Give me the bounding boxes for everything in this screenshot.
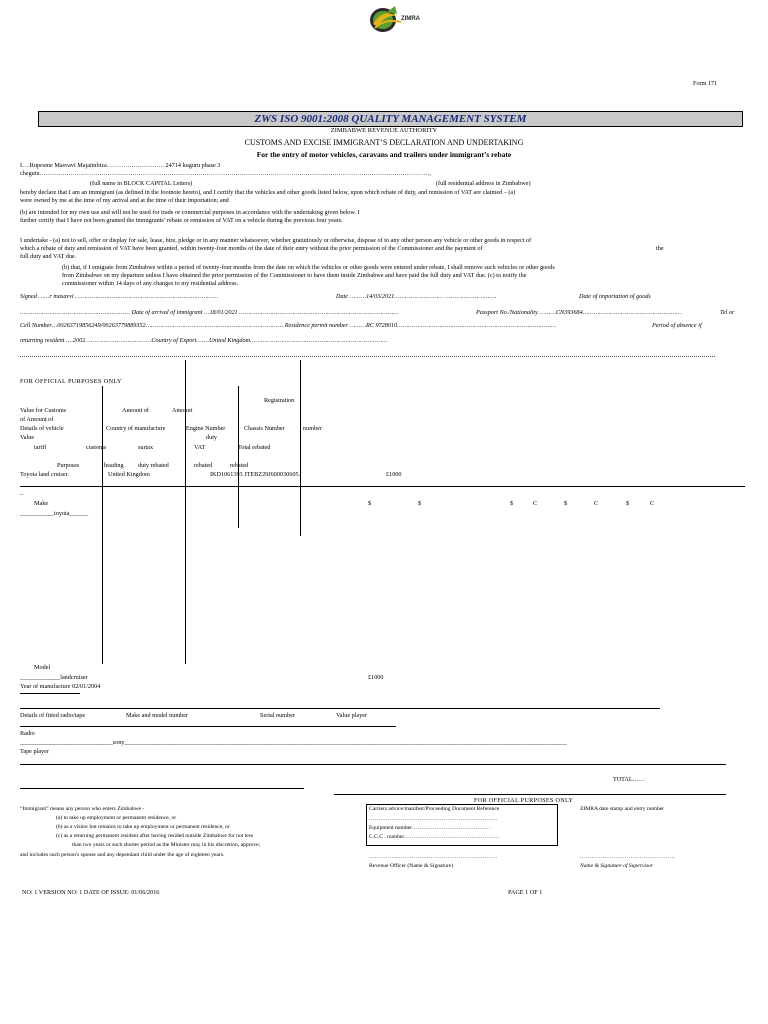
currency-symbol-2: $ — [418, 500, 422, 507]
surtax-label: surtax — [138, 444, 154, 451]
currency-symbol-5: $ — [564, 500, 568, 507]
zimra-stamp-label: ZIMRA date stamp and entry number — [580, 806, 665, 812]
chassis-label: Chassis Number — [244, 425, 285, 432]
model-value: _____________landcruiser — [20, 674, 88, 681]
footnote-b: (b) as a visitor but remains to take up employment or permanent residence, or — [56, 824, 230, 830]
vehicle-description: Toyota land cruiser. — [20, 471, 69, 478]
declaration-text-3: (b) are intended for my own use and will not be used for trade or commercial purposes in accordance with the undertaking given below. I — [20, 209, 360, 216]
signed-field: Signed ……r masavvi …………………………………………………………………… — [20, 293, 219, 300]
total-rebated-label: Total rebated — [238, 444, 271, 451]
date-field: Date ………14/03/2021……………………… ………………………. — [336, 293, 497, 300]
amount-of-label-1: Amount of — [122, 407, 149, 414]
footnote-rule — [20, 788, 304, 789]
document-version-info: NO: 1 VERSION NO: 1 DATE OF ISSUE: 01/06/2016 — [22, 889, 160, 896]
fitted-rule-2 — [20, 726, 396, 727]
customs-label: customs — [86, 444, 107, 451]
officer-signature-line: …………………………………………………………… — [369, 854, 498, 860]
ccc-number-field: C.C.C . number…………………………………………… — [369, 834, 500, 840]
cell-number-field: Cell Number…00263719856249/00263779889352………………………………………………………………… Residence permit number ………RC 9728010…………………………………………………………………………… — [20, 322, 557, 329]
official-heading: FOR OFFICIAL PURPOSES ONLY — [20, 378, 122, 385]
name-caption: (full name in BLOCK CAPITAL Letters) — [90, 180, 193, 187]
table-col-divider-2 — [185, 360, 186, 664]
declaration-text-2: were owned by me at the time of my arrival and at the time of their importation; and — [20, 197, 229, 204]
vehicle-engine-chassis: IKD1061393 JTEBZ29J600030605. — [210, 471, 301, 478]
amount-of-label-2: Amount — [172, 407, 193, 414]
logo-text: ZIMRA — [401, 16, 420, 22]
tel-label: Tel or — [720, 309, 735, 316]
undertaking-b-2: from Zimbabwe on my departure unless I have obtained the prior permission of the Commissioner to have them inside Zimbabwe and have paid the full duty and VAT due. (c) to notify the — [62, 272, 527, 279]
undertaking-a-2: which a rebate of duty and remission of VAT have been granted, within twenty-four months of the date of their entry without the prior permission of the Commissioner and the payment of — [20, 245, 483, 252]
undertaking-a-3: full duty and VAT due. — [20, 253, 77, 260]
heading-label: heading — [104, 462, 124, 469]
zimra-emblem-icon — [367, 4, 431, 36]
importation-date-label: Date of importation of goods — [579, 293, 651, 300]
year-of-manufacture: Year of manufacture 02/01/2004 — [20, 683, 101, 690]
purposes-label: Purposes — [57, 462, 80, 469]
official-box-heading: FOR OFFICIAL PURPOSES ONLY — [474, 797, 574, 804]
country-label: Country of manufacture — [106, 425, 166, 432]
zimra-logo — [367, 4, 431, 36]
supervisor-label: Name & Signature of Supervisor — [580, 863, 654, 869]
footnote-end: and includes such person's spouse and any dependant child under the age of eighteen years. — [20, 852, 225, 858]
fitted-radio-details-label: Details of fitted radio/tape — [20, 712, 86, 719]
fitted-rule-top — [20, 708, 660, 709]
revenue-officer-label: Revenue Officer (Name & Signature) — [369, 863, 454, 869]
vat-label: VAT — [194, 444, 206, 451]
passport-field: Passport No./Nationality ………CN393684……………………………………………… — [476, 309, 682, 316]
total-label: TOTAL…… — [613, 776, 646, 783]
tariff-label: tariff — [34, 444, 47, 451]
declarant-line-2: chegutu………………………………………………………………………………………………………………………………………………………………………, — [20, 170, 431, 177]
vehicle-country: United Kingdom — [108, 471, 150, 478]
make-value: ___________toyota______ — [20, 510, 89, 517]
currency-symbol-7: $ — [626, 500, 630, 507]
duty-label: duty — [206, 434, 218, 441]
undertaking-a-1: I undertake - (a) not to sell, offer or display for sale, lease, hire, pledge or in any manner whatsoever, whether gratuitously or otherwise, dispose of to any other person any vehicle or other goods in respect of — [20, 237, 532, 244]
make-label: Make — [34, 500, 49, 507]
undertaking-b-1: (b) that, if I emigrate from Zimbabwe within a period of twenty-four months from the date on which the vehicles or other goods were entered under rebate, I shall remove such vehicles or other goods — [62, 264, 555, 271]
undertaking-b-3: commissioner within 14 days of any changes to my residential address. — [62, 280, 239, 287]
footnote-c: (c) as a returning permanent resident after having resided outside Zimbabwe for not less — [56, 833, 254, 839]
make-model-label: Make and model number — [126, 712, 189, 719]
section-divider — [20, 356, 715, 357]
form-subtitle: For the entry of motor vehicles, caravans and trailers under immigrant’s rebate — [256, 150, 512, 159]
duty-rebated-label: duty rebated — [138, 462, 169, 469]
supervisor-signature-line: …………………………………………… — [580, 854, 676, 860]
vehicle-value: £1000 — [386, 471, 402, 478]
currency-symbol-4: C — [533, 500, 538, 507]
radio-value-line: ______________________________sony_______________________________________________________________________________________________________________________________________________ — [20, 739, 567, 746]
arrival-date-field: …………………………………………………… Date of arrival of immigrant …18/01/2021 …………………………………………………………………………… — [20, 309, 399, 316]
footnote-a: (a) to take up employment or permanent residence, or — [56, 815, 177, 821]
address-caption: (full residential address in Zimbabwe) — [436, 180, 531, 187]
value-label: Value — [20, 434, 35, 441]
carriers-advice-label: Carriers advice/manifest/Proceeding Document Reference — [369, 806, 500, 812]
value-player-label: Value player — [336, 712, 368, 719]
fitted-rule-3 — [20, 764, 726, 765]
currency-symbol-1: $ — [368, 500, 372, 507]
model-underline — [20, 693, 80, 694]
currency-symbol-6: C — [594, 500, 599, 507]
serial-label: Serial number — [260, 712, 295, 719]
declaration-text-4: further certify that I have not been granted the immigrants’ rebate or remission of VAT on a vehicle during the previous four years. — [20, 217, 343, 224]
banner-title: ZWS ISO 9001:2008 QUALITY MANAGEMENT SYSTEM — [38, 111, 743, 127]
dash-mark: – — [20, 491, 24, 498]
official-box-rule — [334, 794, 726, 795]
registration-label: Registration — [264, 397, 295, 404]
currency-symbol-8: C — [650, 500, 655, 507]
model-label: Model — [34, 664, 51, 671]
value-for-customs-label: Value for Customs — [20, 407, 67, 414]
engine-label: Engine Number — [186, 425, 226, 432]
declaration-title: CUSTOMS AND EXCISE IMMIGRANT’S DECLARATION AND UNDERTAKING — [244, 138, 524, 147]
carriers-dots: …………………………………………………………… — [369, 816, 498, 822]
page-number: PAGE 1 OF 1 — [508, 889, 543, 896]
table-col-divider-1 — [102, 386, 103, 664]
absence-label: Period of absence if — [652, 322, 702, 329]
rebated-label-1: rebated — [194, 462, 213, 469]
table-rule-1 — [20, 486, 745, 487]
footnote-intro: “Immigrant” means any person who enters Zimbabwe - — [20, 806, 145, 812]
declarant-line-1: I….Rupesme Masvavi Majaimbiza………………………. 24714 kuguru phase 3 — [20, 162, 221, 169]
equipment-number-field: Equipment number…………………………………… — [369, 825, 491, 831]
radio-label: Radio — [20, 730, 35, 737]
undertaking-a-2-tail: the — [656, 245, 664, 252]
of-amount-label: of Amount of — [20, 416, 54, 423]
table-col-divider-4 — [300, 360, 301, 536]
model-amount: £1000 — [368, 674, 384, 681]
declaration-text-1: hereby declare that I am an immigrant (as defined in the footnote hereto), and I certify that the vehicles and other goods listed below, upon which rebate of duty, and remission of VAT are claimed – (a) — [20, 189, 516, 196]
table-col-divider-3 — [238, 386, 239, 528]
currency-symbol-3: $ — [510, 500, 514, 507]
authority-name: ZIMBABWE REVENUE AUTHORITY — [330, 127, 438, 134]
form-number: Form 171 — [693, 80, 718, 87]
returning-resident-field: returning resident ….2002………………………………Country of Export…….United Kingdom………………………………………………………………… — [20, 337, 388, 344]
tape-player-label: Tape player — [20, 748, 49, 755]
details-vehicle-label: Details of vehicle — [20, 425, 64, 432]
footnote-c-continued: than two years or such shorter period as the Minister may in his discretion, approve; — [72, 842, 261, 848]
rebated-label-2: rebated — [230, 462, 249, 469]
number-label: number — [303, 425, 322, 432]
